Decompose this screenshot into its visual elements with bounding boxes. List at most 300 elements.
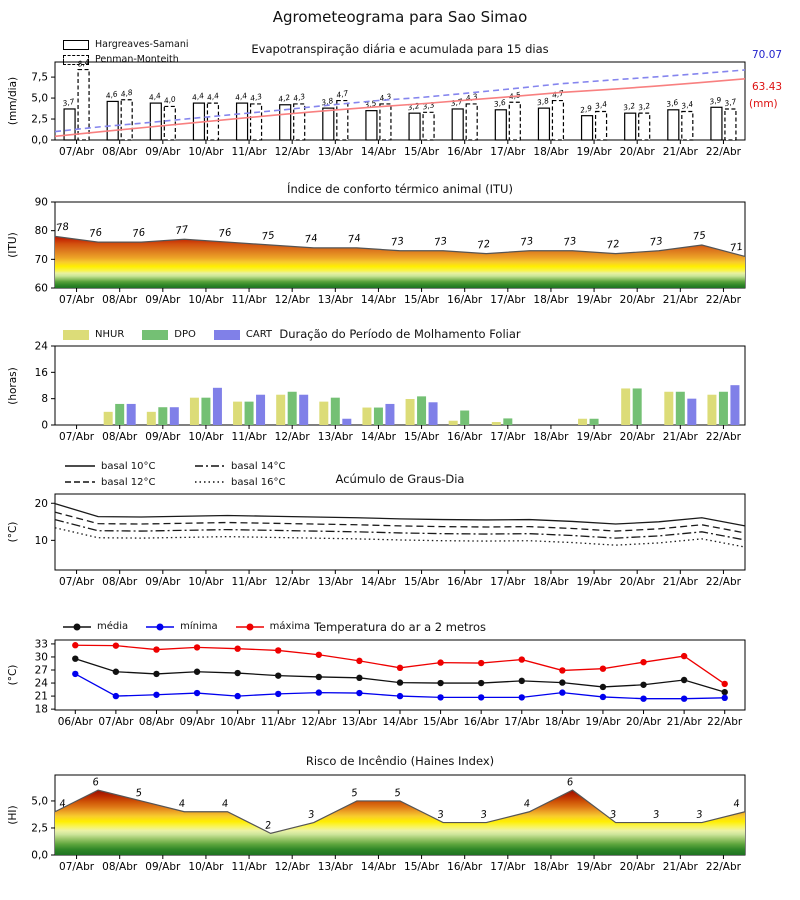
y-tick-label: 5,0 bbox=[31, 92, 48, 105]
series-marker bbox=[640, 695, 646, 701]
series-marker bbox=[519, 694, 525, 700]
x-tick-label: 18/Abr bbox=[533, 294, 569, 306]
x-tick-label: 10/Abr bbox=[188, 146, 224, 158]
y-tick-label: 27 bbox=[34, 664, 48, 677]
bar-hargreaves bbox=[538, 108, 549, 140]
series-marker bbox=[640, 682, 646, 688]
x-tick-label: 12/Abr bbox=[274, 146, 310, 158]
bar-hargreaves bbox=[452, 109, 463, 140]
x-tick-label: 19/Abr bbox=[576, 861, 612, 873]
series-line-mdia bbox=[75, 659, 724, 692]
legend-label-basal10: basal 10°C bbox=[101, 460, 156, 472]
series-marker bbox=[640, 659, 646, 665]
bar-dpo bbox=[331, 398, 340, 425]
bar-nhur bbox=[319, 402, 328, 425]
bar-dpo bbox=[288, 392, 297, 425]
x-tick-label: 13/Abr bbox=[341, 716, 377, 728]
x-tick-label: 08/Abr bbox=[102, 146, 138, 158]
bar-cart bbox=[127, 404, 136, 425]
bar-value-label: 4,3 bbox=[464, 91, 479, 104]
accumulated-unit-label: (mm) bbox=[749, 98, 778, 110]
bar-value-label: 4,2 bbox=[277, 92, 291, 104]
point-value-label: 74 bbox=[347, 233, 362, 246]
x-tick-label: 21/Abr bbox=[662, 294, 698, 306]
series-marker bbox=[600, 684, 606, 690]
bar-dpo bbox=[201, 398, 210, 425]
bar-value-label: 3,8 bbox=[536, 96, 550, 108]
penman-total-label: 70.07 bbox=[752, 49, 783, 61]
series-marker bbox=[194, 644, 200, 650]
bar-nhur bbox=[707, 395, 716, 425]
y-tick-label: 0 bbox=[41, 419, 48, 432]
page-title: Agrometeograma para Sao Simao bbox=[272, 8, 528, 26]
x-tick-label: 16/Abr bbox=[463, 716, 499, 728]
bar-value-label: 3,6 bbox=[665, 97, 680, 110]
series-marker bbox=[478, 694, 484, 700]
x-tick-label: 15/Abr bbox=[423, 716, 459, 728]
legend-label-nhur: NHUR bbox=[95, 329, 125, 340]
x-tick-label: 18/Abr bbox=[533, 576, 569, 588]
y-tick-label: 90 bbox=[34, 196, 48, 209]
point-value-label: 3 bbox=[436, 809, 445, 821]
x-tick-label: 07/Abr bbox=[59, 576, 95, 588]
bar-value-label: 4,0 bbox=[163, 94, 177, 106]
x-tick-label: 11/Abr bbox=[231, 431, 267, 443]
bar-dpo bbox=[503, 418, 512, 425]
bar-cart bbox=[429, 402, 438, 425]
series-marker bbox=[316, 689, 322, 695]
bar-value-label: 3,2 bbox=[637, 101, 651, 113]
bar-cart bbox=[342, 419, 351, 425]
x-tick-label: 17/Abr bbox=[490, 146, 526, 158]
bar-nhur bbox=[406, 399, 415, 425]
bar-value-label: 8,4 bbox=[76, 57, 91, 69]
series-marker bbox=[113, 642, 119, 648]
point-value-label: 73 bbox=[433, 235, 448, 249]
x-tick-label: 20/Abr bbox=[625, 716, 662, 728]
y-tick-label: 18 bbox=[34, 703, 48, 716]
x-tick-label: 10/Abr bbox=[188, 431, 224, 443]
y-tick-label: 7,5 bbox=[31, 71, 48, 84]
series-marker bbox=[519, 656, 525, 662]
x-tick-label: 10/Abr bbox=[188, 294, 224, 306]
x-tick-label: 21/Abr bbox=[666, 716, 702, 728]
point-value-label: 72 bbox=[606, 238, 621, 252]
point-value-label: 72 bbox=[476, 238, 491, 252]
bar-cart bbox=[385, 404, 394, 425]
point-value-label: 71 bbox=[729, 241, 744, 255]
x-tick-label: 20/Abr bbox=[619, 146, 655, 158]
point-value-label: 76 bbox=[131, 227, 146, 240]
x-tick-label: 18/Abr bbox=[544, 716, 580, 728]
x-tick-label: 13/Abr bbox=[317, 576, 353, 588]
x-tick-label: 21/Abr bbox=[662, 431, 698, 443]
series-marker bbox=[316, 652, 322, 658]
bar-cart bbox=[687, 399, 696, 425]
y-tick-label: 0,0 bbox=[31, 849, 48, 862]
bar-penman bbox=[509, 102, 520, 140]
series-marker bbox=[722, 681, 728, 687]
bar-penman bbox=[639, 113, 650, 140]
bar-nhur bbox=[233, 402, 242, 425]
x-tick-label: 17/Abr bbox=[490, 861, 526, 873]
chart-molha-plot bbox=[35, 341, 745, 444]
x-tick-label: 13/Abr bbox=[317, 294, 353, 306]
point-value-label: 3 bbox=[652, 809, 661, 821]
point-value-label: 73 bbox=[649, 235, 664, 249]
bar-cart bbox=[730, 385, 739, 425]
bar-value-label: 3,4 bbox=[680, 99, 695, 111]
y-tick-label: 21 bbox=[34, 690, 48, 703]
x-tick-label: 09/Abr bbox=[145, 861, 181, 873]
bar-hargreaves bbox=[625, 113, 636, 140]
bar-value-label: 4,7 bbox=[551, 88, 565, 100]
bar-dpo bbox=[590, 419, 599, 425]
bar-dpo bbox=[115, 404, 124, 425]
x-tick-label: 18/Abr bbox=[533, 146, 569, 158]
bar-penman bbox=[596, 111, 607, 140]
point-value-label: 3 bbox=[609, 809, 618, 821]
bar-cart bbox=[256, 395, 265, 425]
bar-penman bbox=[251, 104, 262, 140]
x-tick-label: 11/Abr bbox=[231, 576, 267, 588]
y-tick-label: 30 bbox=[34, 651, 48, 664]
bar-value-label: 3,2 bbox=[406, 101, 421, 113]
x-tick-label: 15/Abr bbox=[404, 294, 440, 306]
x-tick-label: 22/Abr bbox=[705, 861, 741, 873]
point-value-label: 5 bbox=[350, 787, 359, 800]
chart-itu-title: Índice de conforto térmico animal (ITU) bbox=[287, 182, 513, 196]
bar-dpo bbox=[417, 396, 426, 425]
ylabel-molha: (horas) bbox=[7, 367, 19, 405]
chart-haines-title: Risco de Incêndio (Haines Index) bbox=[305, 754, 495, 768]
point-value-label: 73 bbox=[390, 235, 405, 249]
bar-value-label: 4,7 bbox=[335, 88, 350, 100]
series-marker bbox=[356, 675, 362, 681]
y-tick-label: 8 bbox=[41, 393, 48, 406]
point-value-label: 4 bbox=[178, 798, 186, 811]
x-tick-label: 15/Abr bbox=[404, 576, 440, 588]
bar-hargreaves bbox=[409, 113, 420, 140]
series-marker bbox=[437, 694, 443, 700]
bar-value-label: 3,7 bbox=[449, 96, 464, 109]
bar-nhur bbox=[104, 412, 113, 425]
bar-nhur bbox=[578, 419, 587, 425]
plot-border bbox=[55, 494, 745, 570]
series-line-mxima bbox=[75, 645, 724, 684]
x-tick-label: 14/Abr bbox=[360, 431, 396, 443]
x-tick-label: 10/Abr bbox=[188, 576, 224, 588]
bar-cart bbox=[299, 395, 308, 425]
point-value-label: 75 bbox=[261, 230, 276, 243]
series-marker bbox=[722, 689, 728, 695]
point-value-label: 75 bbox=[692, 230, 707, 243]
legend-label-basal16: basal 16°C bbox=[231, 476, 286, 488]
y-tick-label: 20 bbox=[34, 497, 48, 510]
series-marker bbox=[153, 671, 159, 677]
x-tick-label: 14/Abr bbox=[360, 146, 396, 158]
bar-dpo bbox=[676, 392, 685, 425]
x-tick-label: 08/Abr bbox=[102, 861, 138, 873]
y-tick-label: 2,5 bbox=[31, 113, 48, 126]
bar-hargreaves bbox=[582, 116, 593, 140]
bar-hargreaves bbox=[668, 110, 679, 140]
bar-penman bbox=[725, 109, 736, 140]
series-marker bbox=[519, 678, 525, 684]
point-value-label: 74 bbox=[304, 233, 319, 246]
bar-value-label: 4,3 bbox=[292, 91, 306, 104]
bar-penman bbox=[380, 104, 391, 140]
x-tick-label: 11/Abr bbox=[231, 146, 267, 158]
x-tick-label: 21/Abr bbox=[662, 861, 698, 873]
bar-value-label: 3,7 bbox=[61, 96, 76, 109]
x-tick-label: 09/Abr bbox=[145, 576, 181, 588]
bar-hargreaves bbox=[107, 101, 118, 140]
chart-molha-title: Duração do Período de Molhamento Foliar bbox=[279, 327, 521, 341]
series-marker bbox=[194, 690, 200, 696]
y-tick-label: 0,0 bbox=[31, 134, 48, 147]
legend-label-media: média bbox=[97, 621, 129, 632]
series-marker bbox=[681, 653, 687, 659]
x-tick-label: 19/Abr bbox=[576, 146, 612, 158]
y-tick-label: 70 bbox=[34, 253, 48, 266]
point-value-label: 5 bbox=[393, 787, 402, 800]
bar-hargreaves bbox=[237, 103, 248, 140]
series-marker bbox=[356, 658, 362, 664]
bar-nhur bbox=[190, 398, 199, 425]
series-marker bbox=[681, 677, 687, 683]
bar-nhur bbox=[147, 412, 156, 425]
series-marker bbox=[478, 660, 484, 666]
y-tick-label: 10 bbox=[34, 534, 48, 547]
point-value-label: 3 bbox=[479, 809, 488, 821]
x-tick-label: 13/Abr bbox=[317, 861, 353, 873]
bar-dpo bbox=[460, 411, 469, 425]
bar-penman bbox=[164, 106, 175, 140]
x-tick-label: 12/Abr bbox=[301, 716, 337, 728]
point-value-label: 2 bbox=[264, 820, 273, 832]
point-value-label: 4 bbox=[221, 798, 230, 811]
bar-hargreaves bbox=[366, 111, 377, 140]
x-tick-label: 21/Abr bbox=[662, 146, 698, 158]
x-tick-label: 14/Abr bbox=[382, 716, 418, 728]
bar-value-label: 3,6 bbox=[493, 97, 507, 110]
x-tick-label: 20/Abr bbox=[619, 861, 655, 873]
x-tick-label: 15/Abr bbox=[404, 431, 440, 443]
x-tick-label: 16/Abr bbox=[447, 431, 483, 443]
y-tick-label: 33 bbox=[34, 638, 48, 651]
legend-label-hargreaves: Hargreaves-Samani bbox=[95, 39, 189, 50]
x-tick-label: 13/Abr bbox=[317, 146, 353, 158]
bar-penman bbox=[552, 101, 563, 140]
bar-hargreaves bbox=[323, 108, 334, 140]
bar-nhur bbox=[449, 421, 458, 425]
series-marker bbox=[72, 655, 78, 661]
x-tick-label: 09/Abr bbox=[179, 716, 215, 728]
bar-dpo bbox=[374, 408, 383, 425]
series-marker bbox=[559, 679, 565, 685]
bar-value-label: 3,9 bbox=[708, 95, 723, 107]
x-tick-label: 09/Abr bbox=[145, 146, 181, 158]
bar-penman bbox=[337, 101, 348, 140]
chart-evapo-title: Evapotranspiração diária e acumulada para 15 dias bbox=[251, 42, 549, 56]
point-value-label: 3 bbox=[307, 809, 316, 821]
x-tick-label: 09/Abr bbox=[145, 294, 181, 306]
legend-label-cart: CART bbox=[245, 329, 273, 340]
series-marker bbox=[316, 674, 322, 680]
x-tick-label: 11/Abr bbox=[231, 861, 267, 873]
legend-label-dpo: DPO bbox=[174, 329, 196, 340]
bar-cart bbox=[170, 407, 179, 425]
x-tick-label: 17/Abr bbox=[504, 716, 540, 728]
bar-value-label: 4,5 bbox=[508, 90, 522, 102]
point-value-label: 4 bbox=[523, 798, 531, 811]
series-marker bbox=[397, 665, 403, 671]
bar-nhur bbox=[664, 392, 673, 425]
bar-dpo bbox=[158, 407, 167, 425]
bar-nhur bbox=[362, 408, 371, 425]
legend-label-minima: mínima bbox=[180, 621, 218, 632]
series-marker bbox=[153, 646, 159, 652]
series-marker bbox=[153, 692, 159, 698]
chart-graus-plot bbox=[35, 494, 745, 588]
x-tick-label: 08/Abr bbox=[102, 576, 138, 588]
point-value-label: 6 bbox=[91, 776, 100, 789]
series-marker bbox=[397, 693, 403, 699]
series-line-basal10C bbox=[55, 504, 745, 526]
x-tick-label: 07/Abr bbox=[59, 861, 95, 873]
x-tick-label: 08/Abr bbox=[102, 294, 138, 306]
x-tick-label: 12/Abr bbox=[274, 294, 310, 306]
bar-nhur bbox=[621, 388, 630, 425]
bar-value-label: 4,4 bbox=[191, 91, 205, 103]
x-tick-label: 14/Abr bbox=[360, 294, 396, 306]
bar-penman bbox=[423, 112, 434, 140]
x-tick-label: 22/Abr bbox=[705, 294, 741, 306]
x-tick-label: 10/Abr bbox=[188, 861, 224, 873]
series-marker bbox=[681, 695, 687, 701]
x-tick-label: 20/Abr bbox=[619, 431, 655, 443]
chart-itu-plot bbox=[35, 197, 745, 307]
hargreaves-total-label: 63.43 bbox=[752, 81, 783, 93]
bar-value-label: 4,3 bbox=[249, 91, 263, 104]
point-value-label: 73 bbox=[563, 235, 578, 249]
x-tick-label: 22/Abr bbox=[705, 146, 741, 158]
x-tick-label: 15/Abr bbox=[404, 861, 440, 873]
bar-dpo bbox=[245, 402, 254, 425]
x-tick-label: 12/Abr bbox=[274, 861, 310, 873]
x-tick-label: 11/Abr bbox=[231, 294, 267, 306]
point-value-label: 77 bbox=[174, 224, 190, 238]
x-tick-label: 17/Abr bbox=[490, 294, 526, 306]
bar-penman bbox=[466, 104, 477, 140]
point-value-label: 78 bbox=[55, 221, 70, 235]
x-tick-label: 14/Abr bbox=[360, 576, 396, 588]
bar-value-label: 3,4 bbox=[594, 99, 608, 111]
chart-haines-plot bbox=[31, 775, 745, 873]
bar-penman bbox=[121, 100, 132, 140]
bar-value-label: 3,7 bbox=[723, 96, 738, 109]
y-tick-label: 24 bbox=[34, 677, 48, 690]
series-marker bbox=[559, 667, 565, 673]
bar-dpo bbox=[719, 392, 728, 425]
series-marker bbox=[356, 690, 362, 696]
x-tick-label: 06/Abr bbox=[57, 716, 93, 728]
series-marker bbox=[275, 672, 281, 678]
bar-cart bbox=[213, 388, 222, 425]
legend-label-maxima: máxima bbox=[269, 621, 311, 632]
series-marker bbox=[559, 689, 565, 695]
ylabel-graus: (°C) bbox=[7, 521, 19, 543]
series-marker bbox=[397, 679, 403, 685]
series-marker bbox=[234, 645, 240, 651]
bar-value-label: 3,2 bbox=[622, 101, 636, 113]
x-tick-label: 12/Abr bbox=[274, 576, 310, 588]
ylabel-evapo: (mm/dia) bbox=[7, 76, 19, 126]
bar-penman bbox=[682, 111, 693, 140]
x-tick-label: 19/Abr bbox=[585, 716, 621, 728]
bar-value-label: 4,4 bbox=[206, 91, 220, 103]
y-tick-label: 24 bbox=[34, 340, 48, 353]
x-tick-label: 07/Abr bbox=[59, 146, 95, 158]
bar-hargreaves bbox=[495, 110, 506, 140]
series-marker bbox=[234, 693, 240, 699]
x-tick-label: 21/Abr bbox=[662, 576, 698, 588]
x-tick-label: 12/Abr bbox=[274, 431, 310, 443]
series-marker bbox=[437, 659, 443, 665]
series-marker bbox=[478, 680, 484, 686]
x-tick-label: 07/Abr bbox=[98, 716, 134, 728]
bar-value-label: 3,3 bbox=[421, 100, 436, 112]
x-tick-label: 16/Abr bbox=[447, 146, 483, 158]
chart-evapo-plot bbox=[31, 57, 745, 158]
legend-label-basal14: basal 14°C bbox=[231, 460, 286, 472]
x-tick-label: 19/Abr bbox=[576, 576, 612, 588]
bar-value-label: 4,3 bbox=[378, 91, 393, 104]
y-tick-label: 2,5 bbox=[31, 822, 48, 835]
x-tick-label: 15/Abr bbox=[404, 146, 440, 158]
series-marker bbox=[194, 669, 200, 675]
series-marker bbox=[600, 694, 606, 700]
x-tick-label: 10/Abr bbox=[220, 716, 256, 728]
bar-value-label: 4,6 bbox=[104, 89, 119, 101]
x-tick-label: 16/Abr bbox=[447, 576, 483, 588]
point-value-label: 4 bbox=[58, 798, 67, 811]
series-marker bbox=[72, 671, 78, 677]
x-tick-label: 17/Abr bbox=[490, 431, 526, 443]
x-tick-label: 17/Abr bbox=[490, 576, 526, 588]
chart-temp-plot bbox=[35, 638, 745, 728]
series-marker bbox=[722, 695, 728, 701]
series-marker bbox=[72, 642, 78, 648]
legend-label-basal12: basal 12°C bbox=[101, 476, 156, 488]
series-marker bbox=[437, 680, 443, 686]
x-tick-label: 07/Abr bbox=[59, 431, 95, 443]
bar-nhur bbox=[276, 395, 285, 425]
ylabel-temp: (°C) bbox=[7, 664, 19, 686]
bar-nhur bbox=[492, 422, 501, 425]
point-value-label: 3 bbox=[695, 809, 704, 821]
legend-label-penman: Penman-Monteith bbox=[95, 54, 179, 65]
chart-temp-title: Temperatura do ar a 2 metros bbox=[313, 620, 487, 634]
series-marker bbox=[234, 670, 240, 676]
bar-hargreaves bbox=[711, 107, 722, 140]
bar-dpo bbox=[633, 388, 642, 425]
bar-value-label: 3,8 bbox=[320, 96, 335, 108]
point-value-label: 6 bbox=[566, 776, 575, 789]
series-marker bbox=[113, 693, 119, 699]
x-tick-label: 16/Abr bbox=[447, 294, 483, 306]
